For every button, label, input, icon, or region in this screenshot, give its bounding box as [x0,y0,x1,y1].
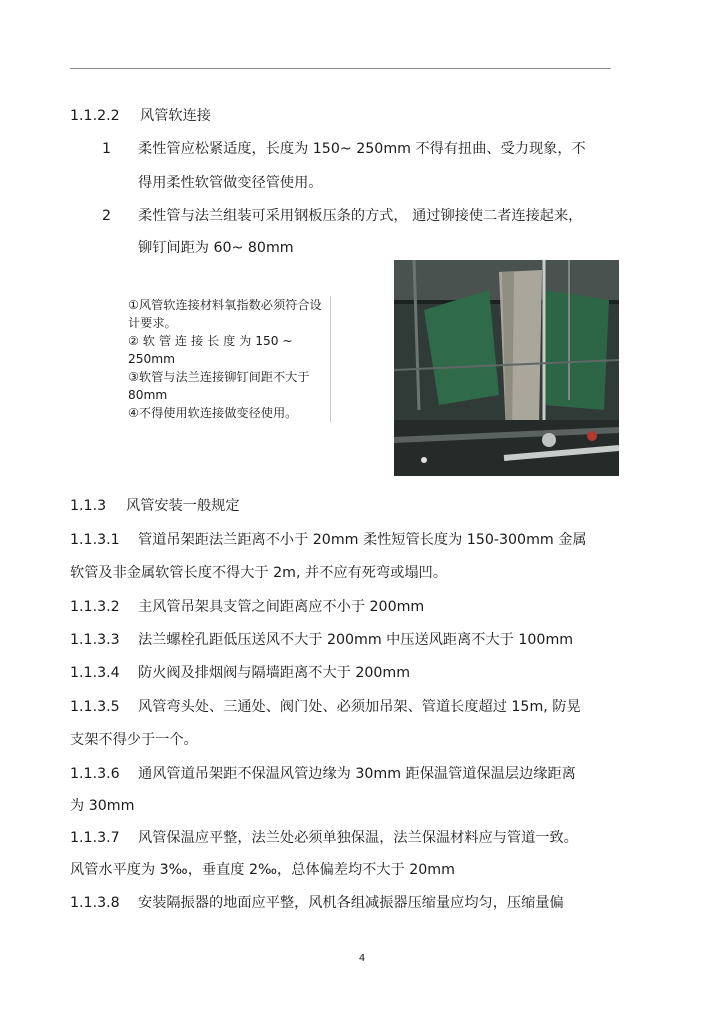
rule-number: 1.1.3.2 [70,599,120,615]
page-number: 4 [358,953,366,964]
general-number: 1.1.3 [70,498,107,514]
rule-number: 1.1.3.3 [70,632,120,648]
list-item-number: 1 [102,141,112,157]
list-item-continuation: 得用柔性软管做变径管使用。 [138,175,323,191]
header-rule [70,68,611,69]
rule-text: 主风管吊架具支管之间距离应不小于 200mm [138,599,425,615]
rule-number: 1.1.3.1 [70,532,120,548]
callout-note: ①风管软连接材料氧指数必须符合设计要求。 [128,298,322,330]
rule-text: 安装隔振器的地面应平整，风机各组减振器压缩量应均匀，压缩量偏 [138,895,564,911]
section-title: 风管软连接 [140,108,211,124]
rule-number: 1.1.3.7 [70,830,120,846]
rule-text: 风管保温应平整，法兰处必须单独保温，法兰保温材料应与管道一致。 [138,830,578,846]
rule-continuation: 软管及非金属软管长度不得大于 2m, 并不应有死弯或塌凹。 [70,565,447,581]
general-title: 风管安装一般规定 [126,498,240,514]
rule-text: 管道吊架距法兰距离不小于 20mm 柔性短管长度为 150-300mm 金属 [138,532,587,548]
list-item-continuation: 铆钉间距为 60~ 80mm [138,240,294,256]
rule-number: 1.1.3.4 [70,665,120,681]
callout-note: ③软管与法兰连接铆钉间距不大于 80mm [128,370,310,402]
callout-note: ④不得使用软连接做变径使用。 [128,406,298,420]
list-item-text: 柔性管与法兰组装可采用钢板压条的方式， 通过铆接使二者连接起来， [138,208,583,224]
rule-continuation: 为 30mm [70,798,135,814]
rule-number: 1.1.3.8 [70,895,120,911]
rule-number: 1.1.3.5 [70,699,120,715]
callout-note: ② 软 管 连 接 长 度 为 150 ~ 250mm [128,334,293,366]
duct-photo-illustration [394,260,619,476]
callout-notes [128,296,331,422]
rule-text: 风管弯头处、三通处、阀门处、必须加吊架、管道长度超过 15m, 防晃 [138,699,581,715]
rule-continuation: 支架不得少于一个。 [70,732,198,748]
list-item-number: 2 [102,208,112,224]
rule-number: 1.1.3.6 [70,766,120,782]
list-item-text: 柔性管应松紧适度，长度为 150~ 250mm 不得有扭曲、受力现象，不 [138,141,586,157]
rule-text: 防火阀及排烟阀与隔墙距离不大于 200mm [138,665,411,681]
duct-connection-photo [394,260,619,476]
rule-text: 法兰螺栓孔距低压送风不大于 200mm 中压送风距离不大于 100mm [138,632,574,648]
section-number: 1.1.2.2 [70,108,120,124]
rule-text: 通风管道吊架距不保温风管边缘为 30mm 距保温管道保温层边缘距离 [138,766,576,782]
rule-continuation: 风管水平度为 3‰，垂直度 2‰，总体偏差均不大于 20mm [70,862,455,878]
